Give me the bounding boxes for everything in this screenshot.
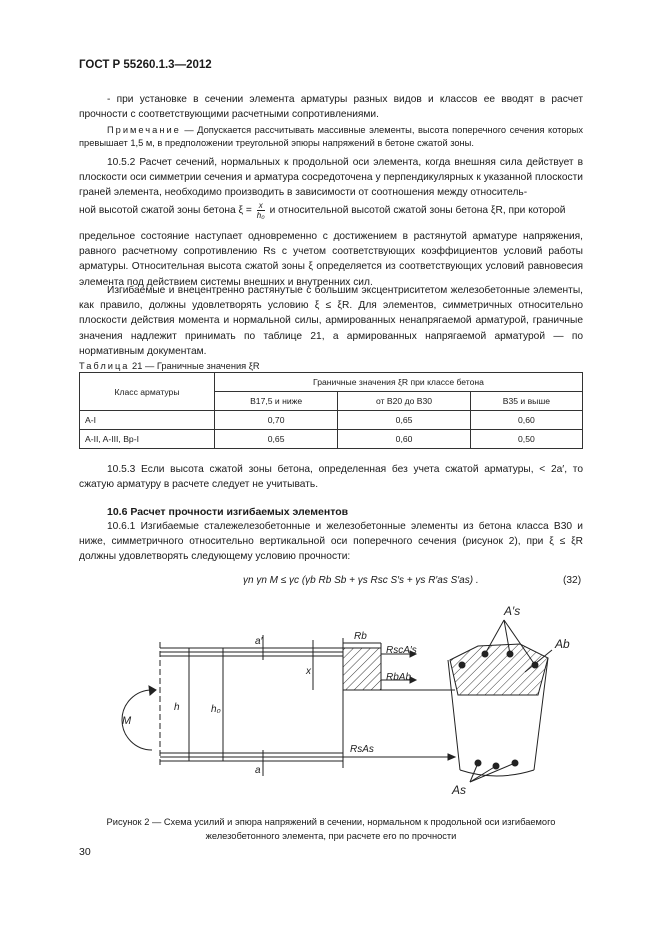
note-label: Примечание (107, 125, 181, 135)
page-number: 30 (79, 846, 91, 858)
table-subheader: от В20 до В30 (338, 392, 471, 411)
label-As: As (452, 783, 467, 797)
paragraph-reinforcement-types: - при установке в сечении элемента арматуры разных видов и классов ее вводят в расчет прочности с соответствующими расчетными сопротивлениями. (79, 94, 583, 121)
label-h0: h₀ (211, 704, 221, 715)
table-cell-class: A-II, A-III, Bp-I (80, 430, 215, 449)
table-cell: 0,60 (470, 411, 582, 430)
table-cell: 0,50 (470, 430, 582, 449)
table-subheader: В17,5 и ниже (215, 392, 338, 411)
table-cell: 0,65 (215, 430, 338, 449)
stress-diagram (343, 643, 455, 760)
label-RbAb: RbAb (386, 672, 412, 683)
table-header-group: Граничные значения ξR при классе бетона (215, 373, 583, 392)
label-M: M (122, 715, 132, 727)
paragraph-10-5-2: 10.5.2 Расчет сечений, нормальных к продольной оси элемента, когда внешняя сила действует в плоскости оси симметрии сечения и арматура сосредоточена у перпендикулярных к указанной плоскости граней элемента, необходимо производить в зависимости от соотношения между относитель- (79, 157, 583, 199)
table-caption-label: Таблица (79, 361, 130, 371)
paragraph-10-5-3: 10.5.3 Если высота сжатой зоны бетона, определенная без учета сжатой арматуры, < 2a′, то сжатую арматуру в расчете следует не учитывать. (79, 464, 583, 491)
note-text: — Допускается рассчитывать массивные элементы, высота поперечного сечения которых превышает 1,5 м, в предположении треугольной эпюры напряжений в бетоне сжатой зоны. (79, 125, 583, 148)
section-title: 10.6 Расчет прочности изгибаемых элементов (107, 506, 349, 518)
table-cell: 0,60 (338, 430, 471, 449)
table-header-class: Класс арматуры (80, 373, 215, 411)
label-a-prime: a′ (255, 636, 263, 647)
label-Rb: Rb (354, 631, 367, 642)
table-cell: 0,65 (338, 411, 471, 430)
label-RsAs: RsAs (350, 744, 374, 755)
fraction-denominator: h₀ (256, 211, 265, 220)
paragraph-10-5-2-continued: предельное состояние наступает одновременно с достижением в растянутой арматуре напряжения, равного расчетному сопротивлению Rs с учетом соответствующих коэффициентов условий работы арматуры. Относительная высота сжатой зоны ξ определяется из соответствующих условий равновесия элемента под действием системы внешних и внутренних сил. (79, 231, 583, 288)
label-As-prime: A′s (504, 604, 521, 618)
document-header: ГОСТ Р 55260.1.3—2012 (79, 59, 212, 71)
table-subheader: В35 и выше (470, 392, 582, 411)
figure-caption: Рисунок 2 — Схема усилий и эпюра напряжений в сечении, нормальном к продольной оси изгибаемого железобетонного элемента, при расчете его по прочности (106, 817, 556, 841)
fraction-numerator: x (258, 201, 263, 210)
strength-formula: γn γn M ≤ γc (γb Rb Sb + γs Rsc S′s + γs R′as S′as) . (243, 575, 479, 586)
paragraph-10-6-1: 10.6.1 Изгибаемые сталежелезобетонные и железобетонные элементы из бетона класса В30 и ниже, симметричного относительно вертикальной оси поперечного сечения (рисунок 2), при ξ ≤ ξR должны удовлетворять следующему условию прочности: (79, 521, 583, 563)
table-caption-text: 21 — Граничные значения ξR (132, 361, 260, 371)
table-cell-class: A-I (80, 411, 215, 430)
table-cell: 0,70 (215, 411, 338, 430)
equation-number: (32) (563, 575, 582, 586)
cross-section (448, 620, 552, 782)
label-a: a (255, 765, 261, 776)
label-x: x (306, 666, 311, 677)
beam-elevation (160, 635, 343, 776)
label-h: h (174, 702, 180, 713)
paragraph-bending-elements: Изгибаемые и внецентренно растянутые с большим эксцентриситетом железобетонные элементы, как правило, должны удовлетворять условию ξ ≤ ξR. Для элементов, симметричных относительно плоскости действия момента и нормальной силы, армированных ненапрягаемой арматурой, граничные значения надлежит принимать по таблице 21, а армированных напрягаемой арматурой — по нормативным документам. (79, 285, 583, 357)
xi-definition-post: и относительной высотой сжатой зоны бетона ξR, при которой (269, 205, 566, 217)
label-RscAs: RscA′s (386, 645, 417, 656)
xi-definition-pre: ной высотой сжатой зоны бетона ξ = (79, 205, 252, 217)
label-Ab: Ab (555, 637, 570, 651)
